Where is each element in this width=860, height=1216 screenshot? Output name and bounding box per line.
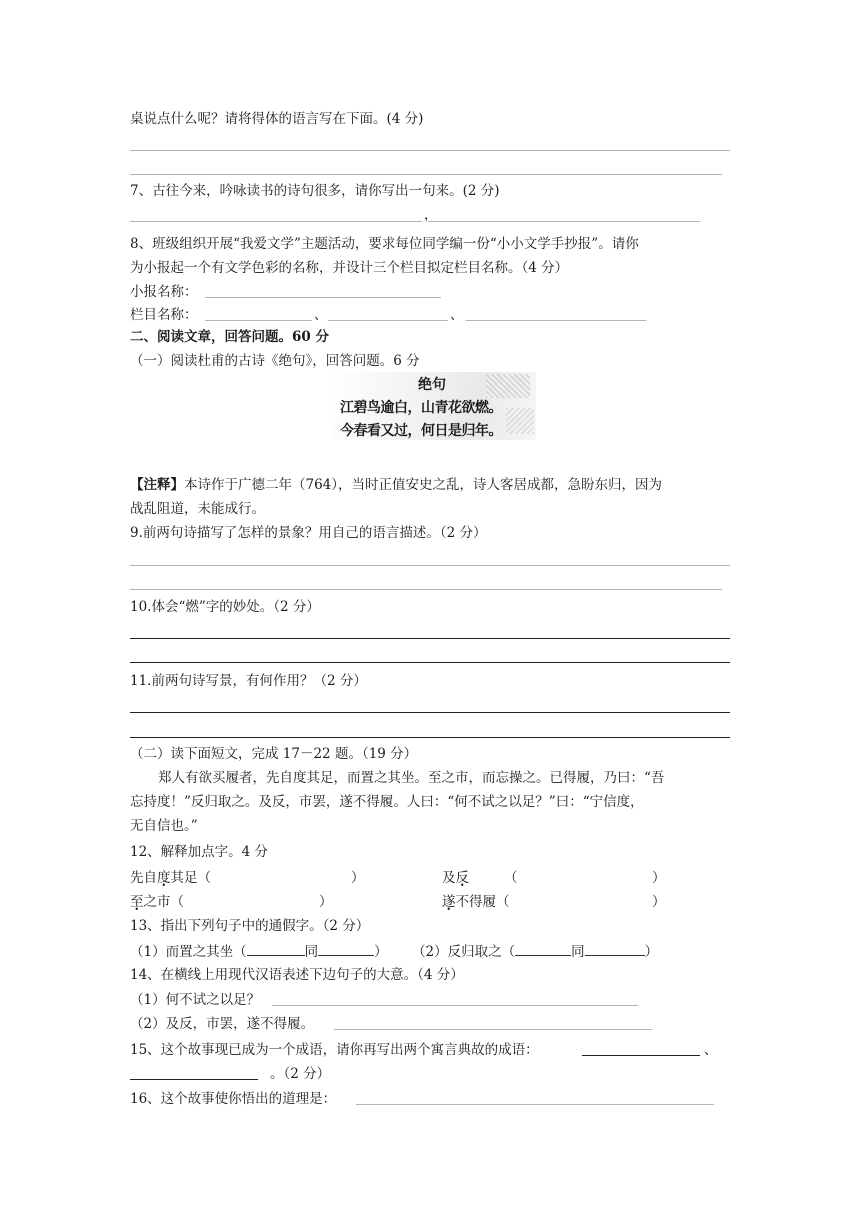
q10-text: 10.体会“燃”字的妙处。（2 分）: [130, 599, 320, 615]
q12-item-4: 遂不得履（: [442, 894, 510, 910]
q12-item-3: 至之市（: [130, 894, 184, 910]
q13-item-2: （2）反归取之（ 同 ）: [412, 944, 659, 960]
q8-text-line1: 8、班级组织开展“我爱文学”主题活动，要求每位同学编一份“小小文学手抄报”。请你: [130, 236, 639, 252]
blank[interactable]: [247, 942, 305, 956]
q12-item-3-close: ）: [319, 894, 333, 910]
answer-line[interactable]: [272, 1005, 638, 1006]
blank[interactable]: [515, 942, 571, 956]
q14-item-1: （1）何不试之以足？: [130, 992, 261, 1008]
answer-line[interactable]: [130, 174, 722, 175]
q12-item-2-open: （: [504, 870, 518, 886]
poem-line-1: 江碧鸟逾白，山青花欲燃。: [340, 400, 502, 416]
newsletter-name-label: 小报名称：: [130, 284, 198, 300]
dotted-char: 度: [157, 870, 171, 886]
q7-separator: ，: [424, 207, 438, 223]
part-2-heading: （二）读下面短文，完成 17－22 题。（19 分）: [130, 746, 418, 762]
answer-line[interactable]: [130, 589, 722, 590]
dotted-char: 至: [130, 894, 144, 910]
blank[interactable]: [585, 942, 645, 956]
q16-text: 16、这个故事使你悟出的道理是：: [130, 1091, 337, 1107]
answer-line[interactable]: [130, 737, 730, 738]
answer-line[interactable]: [582, 1055, 700, 1056]
answer-line[interactable]: [130, 638, 730, 639]
answer-line[interactable]: [356, 1104, 714, 1105]
answer-line[interactable]: [130, 712, 730, 713]
q9-text: 9.前两句诗描写了怎样的景象？用自己的语言描述。（2 分）: [130, 525, 487, 541]
q12-item-4-close: ）: [652, 894, 666, 910]
passage-line-1: 郑人有欲买履者，先自度其足，而置之其坐。至之市，而忘操之。已得履，乃曰：“吾: [158, 770, 665, 786]
q13-text: 13、指出下列句子中的通假字。（2 分）: [130, 918, 370, 934]
q8-text-line2: 为小报起一个有文学色彩的名称，并设计三个栏目拟定栏目名称。（4 分）: [130, 260, 569, 276]
poem-line-2: 今春看又过，何日是归年。: [340, 423, 502, 439]
dotted-char: 遂: [442, 894, 456, 910]
passage-line-3: 无自信也。”: [130, 818, 198, 834]
answer-line[interactable]: [130, 565, 730, 566]
answer-line[interactable]: [130, 221, 422, 222]
answer-line[interactable]: [130, 150, 730, 151]
q12-item-2-close: ）: [652, 870, 666, 886]
section-2-heading: 二、阅读文章，回答问题。60 分: [130, 329, 329, 345]
q12-item-2: 及反: [442, 870, 469, 886]
poem-title: 绝句: [418, 377, 446, 393]
q12-item-1-close: ）: [351, 870, 365, 886]
answer-line[interactable]: [428, 221, 700, 222]
answer-line[interactable]: [334, 1029, 652, 1030]
q15-text: 15、这个故事现已成为一个成语，请你再写出两个寓言典故的成语：: [130, 1042, 539, 1058]
q8-separator: 、: [314, 307, 328, 323]
q14-text: 14、在横线上用现代汉语表述下边句子的大意。（4 分）: [130, 967, 464, 983]
dotted-char: 反: [455, 870, 469, 886]
q12-item-1: 先自度其足（: [130, 870, 211, 886]
note-line-1: [130, 476, 662, 494]
q13-item-1: （1）而置之其坐（ 同 ）: [130, 944, 388, 960]
note-text: 本诗作于广德二年（764），当时正值安史之乱，诗人客居成都，急盼东归，因为: [184, 477, 663, 493]
note-line-2: 战乱阻道，未能成行。: [130, 501, 265, 517]
answer-line[interactable]: [328, 320, 448, 321]
q6-tail-text: 桌说点什么呢？请将得体的语言写在下面。(4 分): [130, 111, 424, 127]
q15-tail: 。（2 分）: [270, 1066, 331, 1082]
note-label: 【注释】: [130, 477, 184, 493]
answer-line[interactable]: [466, 320, 646, 321]
q14-item-2: （2）及反，市罢，遂不得履。: [130, 1016, 315, 1032]
answer-line[interactable]: [205, 320, 312, 321]
q12-text: 12、解释加点字。4 分: [130, 844, 269, 860]
column-name-label: 栏目名称：: [130, 307, 198, 323]
answer-line[interactable]: [205, 297, 441, 298]
q7-text: 7、古往今来，吟咏读书的诗句很多，请你写出一句来。(2 分): [130, 183, 500, 199]
q11-text: 11.前两句诗写景，有何作用？（2 分）: [130, 673, 367, 689]
q8-separator: 、: [450, 307, 464, 323]
blank[interactable]: [318, 942, 374, 956]
answer-line[interactable]: [130, 662, 730, 663]
passage-line-2: 忘持度！”反归取之。及反，市罢，遂不得履。人曰：“何不试之以足？”曰：“宁信度，: [130, 794, 644, 810]
poem-image: [330, 372, 536, 440]
answer-line[interactable]: [130, 1079, 258, 1080]
q15-separator: 、: [704, 1042, 718, 1058]
part-1-heading: （一）阅读杜甫的古诗《绝句》，回答问题。6 分: [130, 353, 420, 369]
